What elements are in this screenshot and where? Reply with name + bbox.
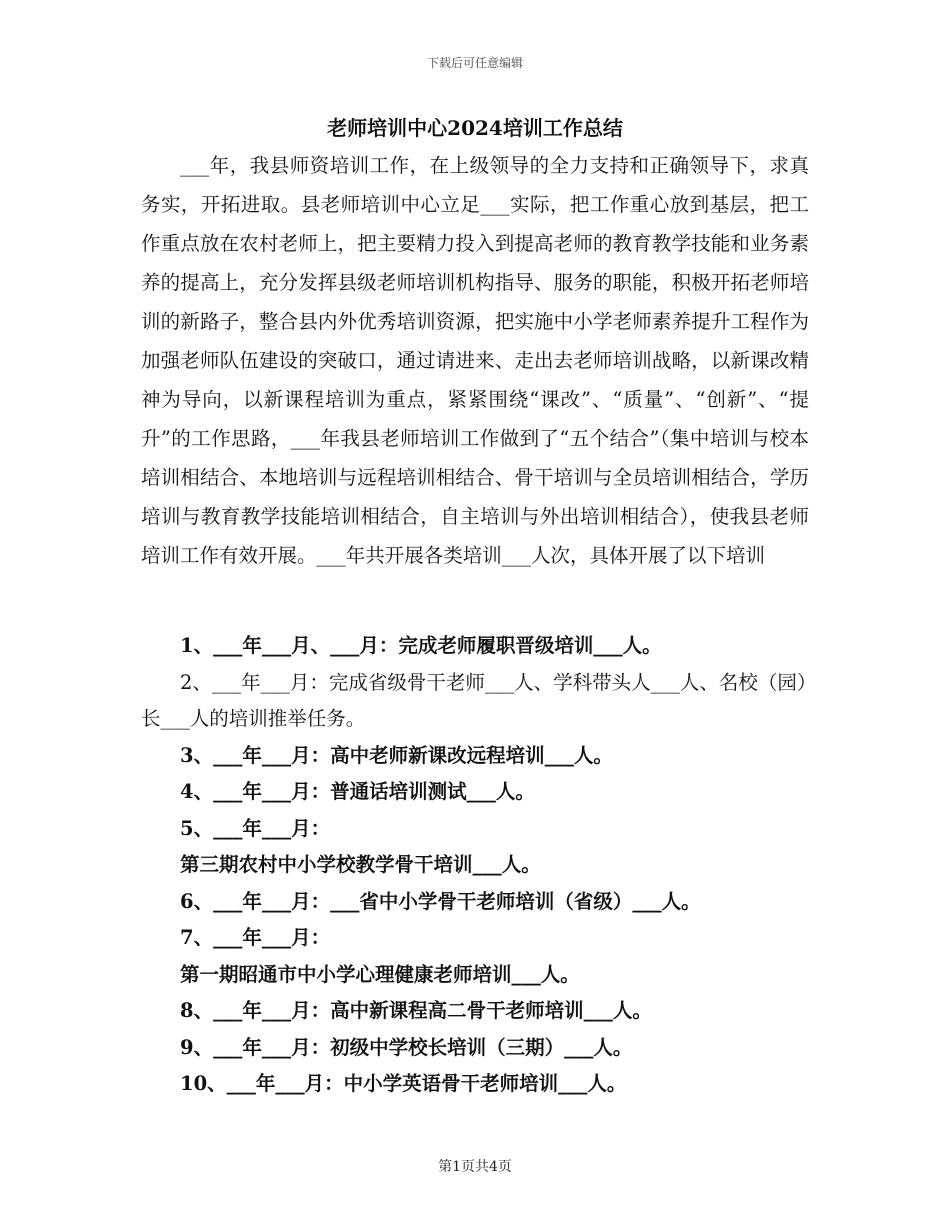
page-number: 第1页共4页 (438, 1159, 512, 1175)
list-item: 6、___年___月：___省中小学骨干老师培训（省级）___人。 (180, 889, 701, 913)
document-title: 老师培训中心2024培训工作总结 (327, 116, 623, 140)
list-item: 10、___年___月：中小学英语骨干老师培训___人。 (180, 1072, 627, 1095)
list-item: 2、___年___月：完成省级骨干老师___人、学科带头人___人、名校（园）长___人的培训推举任务。 (141, 670, 807, 730)
header-note: 下载后可任意编辑 (426, 56, 523, 70)
training-list (141, 628, 809, 1103)
list-item: 第一期昭通市中小学心理健康老师培训___人。 (180, 962, 580, 986)
intro-paragraph: ___年，我县师资培训工作，在上级领导的全力支持和正确领导下，求真务实，开拓进取。县老师培训中心立足___实际，把工作重心放到基层，把工作重点放在农村老师上，把主要精力投入到提高老师的教育教学技能和业务素养的提高上，充分发挥县级老师培训机构指导、服务的职能，积极开拓老师培训的新路子，整合县内外优秀培训资源，把实施中小学老师素养提升工程作为加强老师队伍建设的突破口，通过请进来、走出去老师培训战略，以新课改精神为导向，以新课程培训为重点，紧紧围绕“课改”、“质量”、“创新”、“提升”的工作思路，___年我县老师培训工作做到了“五个结合”（集中培训与校本培训相结合、本地培训与远程培训相结合、骨干培训与全员培训相结合，学历培训与教育教学技能培训相结合，自主培训与外出培训相结合），使我县老师培训工作有效开展。___年共开展各类培训___人次，具体开展了以下培训 (141, 154, 809, 567)
list-item: 7、___年___月： (180, 926, 331, 949)
list-item: 8、___年___月：高中新课程高二骨干老师培训___人。 (180, 999, 652, 1022)
list-item: 5、___年___月： (180, 816, 331, 840)
list-item: 1、___年___月、___月：完成老师履职晋级培训___人。 (180, 634, 662, 657)
list-item: 4、___年___月：普通话培训测试___人。 (180, 780, 535, 803)
list-item: 9、___年___月：初级中学校长培训（三期）___人。 (180, 1035, 633, 1059)
list-item: 3、___年___月：高中老师新课改远程培训___人。 (180, 743, 613, 767)
list-item: 第三期农村中小学校教学骨干培训___人。 (180, 853, 541, 876)
